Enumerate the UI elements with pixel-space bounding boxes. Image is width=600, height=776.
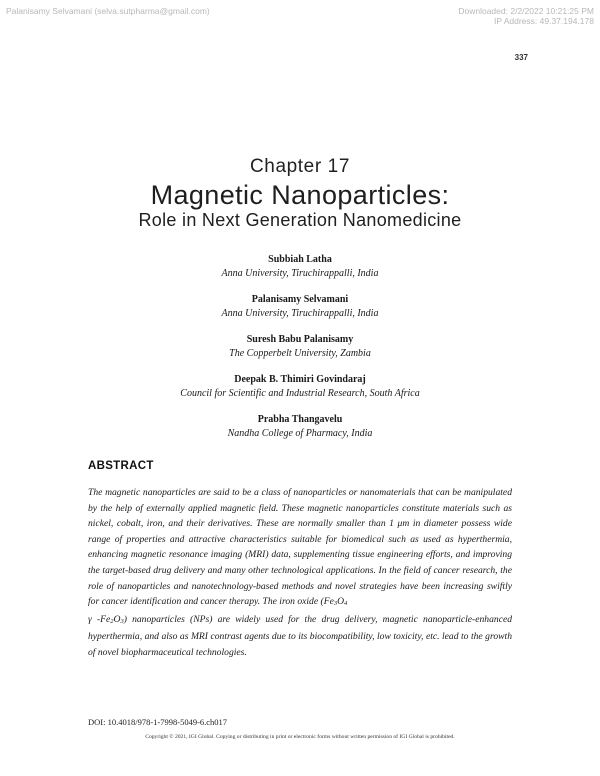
author-list (0, 253, 600, 453)
chapter-subtitle: Role in Next Generation Nanomedicine (138, 210, 462, 230)
abstract-text: O (337, 596, 345, 608)
abstract-text: -Fe (91, 613, 111, 625)
copyright-notice: Copyright © 2021, IGI Global. Copying or distributing in print or electronic forms without written permission of IGI Global is prohibited. (145, 734, 455, 740)
author-name: Subbiah Latha (268, 254, 332, 265)
watermark-ip-address: IP Address: 49.37.194.178 (493, 16, 594, 26)
author-name: Palanisamy Selvamani (251, 294, 349, 305)
author-name: Prabha Thangavelu (257, 414, 343, 425)
watermark-user: Palanisamy Selvamani (selva.sutpharma@gmail.com) (6, 6, 210, 16)
author-affiliation: Anna University, Tiruchirappalli, India (221, 308, 379, 319)
author-entry (0, 293, 600, 333)
abstract-text: O (113, 613, 121, 625)
doi: DOI: 10.4018/978-1-7998-5049-6.ch017 (88, 717, 228, 727)
chapter-label: Chapter 17 (249, 156, 350, 177)
author-affiliation: The Copperbelt University, Zambia (229, 348, 371, 359)
author-name: Deepak B. Thimiri Govindaraj (234, 374, 366, 385)
page-number: 337 (514, 53, 528, 62)
author-affiliation: Council for Scientific and Industrial Research, South Africa (180, 388, 420, 399)
download-watermark (6, 6, 210, 16)
download-info-watermark (458, 6, 594, 26)
author-name: Suresh Babu Palanisamy (246, 334, 354, 345)
author-entry (0, 373, 600, 413)
chapter-title: Magnetic Nanoparticles: (150, 180, 450, 210)
abstract-heading: ABSTRACT (88, 460, 154, 472)
author-entry (0, 413, 600, 453)
author-entry (0, 333, 600, 373)
subscript: 2 (110, 617, 114, 625)
author-affiliation: Nandha College of Pharmacy, India (227, 428, 373, 439)
watermark-download-date: Downloaded: 2/2/2022 10:21:25 PM (458, 6, 594, 16)
abstract-text: The magnetic nanoparticles are said to be a class of nanoparticles or nanomaterials that can be manipulated by the help of externally applied magnetic field. These magnetic nanoparticles constitute materials such as nickel, cobalt, iron, and their derivatives. These are normally smaller than 1 μm in diameter possess wide range of properties and attractive characteristics suitable for biomedical such as used as hyperthermia, enhancing magnetic resonance imaging (MRI) data, supplementing tissue engineering efforts, and improving the target-based drug delivery and many other technological applications. In the field of cancer research, the role of nanoparticles and nanotechnology-based methods and novel strategies have been increasing swiftly for cancer identification and cancer therapy. The iron oxide (Fe (88, 487, 512, 608)
author-entry (0, 253, 600, 293)
abstract-text: ) nanoparticles (NPs) are widely used for the drug delivery, magnetic nanoparticle-enhanced hyperthermia, and also as MRI contrast agents due to its biocompatibility, low toxicity, etc. lead to the growth of novel biopharmaceutical technologies. (88, 613, 513, 658)
abstract-body (88, 485, 512, 661)
subscript: 3 (120, 617, 124, 625)
author-affiliation: Anna University, Tiruchirappalli, India (221, 268, 379, 279)
gamma-symbol: γ (88, 613, 92, 625)
subscript: 3 (333, 600, 338, 608)
subscript: 4 (344, 600, 348, 608)
